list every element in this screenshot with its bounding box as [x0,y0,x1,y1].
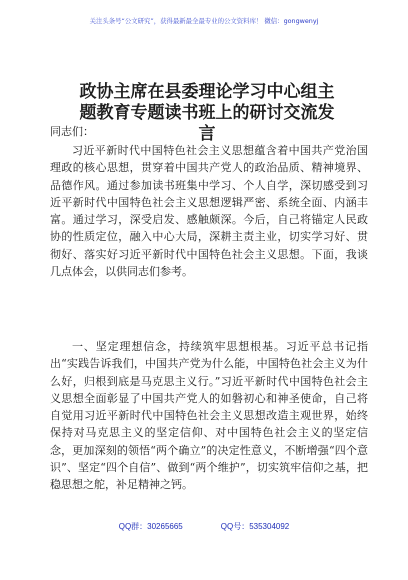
footer-qq-group: QQ群：30265665 [118,522,183,531]
footer-contact [0,522,408,532]
body-paragraph: 习近平新时代中国特色社会主义思想蕴含着中国共产党治国理政的核心思想，贯穿着中国共产党人的政治品质、精神境界、品德作风。通过参加读书班集中学习、个人自学，深切感受到习近平新时代中国特色社会主义思想逻辑严密、系统全面、内涵丰富。通过学习，深受启发、感触颇深。今后，自己将锚定人民政协的性质定位，融入中心大局，深耕主责主业，切实学习好、贯彻好、落实好习近平新时代中国特色社会主义思想。下面，我谈几点体会，以供同志们参考。 [50,144,368,279]
header-wechat: 微信：gongwenyj [264,17,319,25]
header-promo-text: 关注头条号“公文研究”，获得最新最全最专业的公文资料库！ [89,17,263,25]
document-title: 政协主席在县委理论学习中心组主题教育专题读书班上的研讨交流发言 [79,82,335,144]
footer-qq: QQ号：535304092 [220,522,290,531]
salutation: 同志们： [50,125,94,138]
body-paragraph: 一、坚定理想信念，持续筑牢思想根基。习近平总书记指出“实践告诉我们，中国共产党为什么能，中国特色社会主义为什么好，归根到底是马克思主义行。”习近平新时代中国特色社会主义思想全面彰显了中国共产党人的如磐初心和神圣使命，自己将自觉用习近平新时代中国特色社会主义思想改造主观世界，始终保持对马克思主义的坚定信仰、对中国特色社会主义的坚定信念，更加深刻的领悟“两个确立”的决定性意义，不断增强“四个意识”、坚定“四个自信”、做到“两个维护”，切实筑牢信仰之基，把稳思想之舵，补足精神之钙。 [50,340,368,492]
header-promo [0,17,408,25]
